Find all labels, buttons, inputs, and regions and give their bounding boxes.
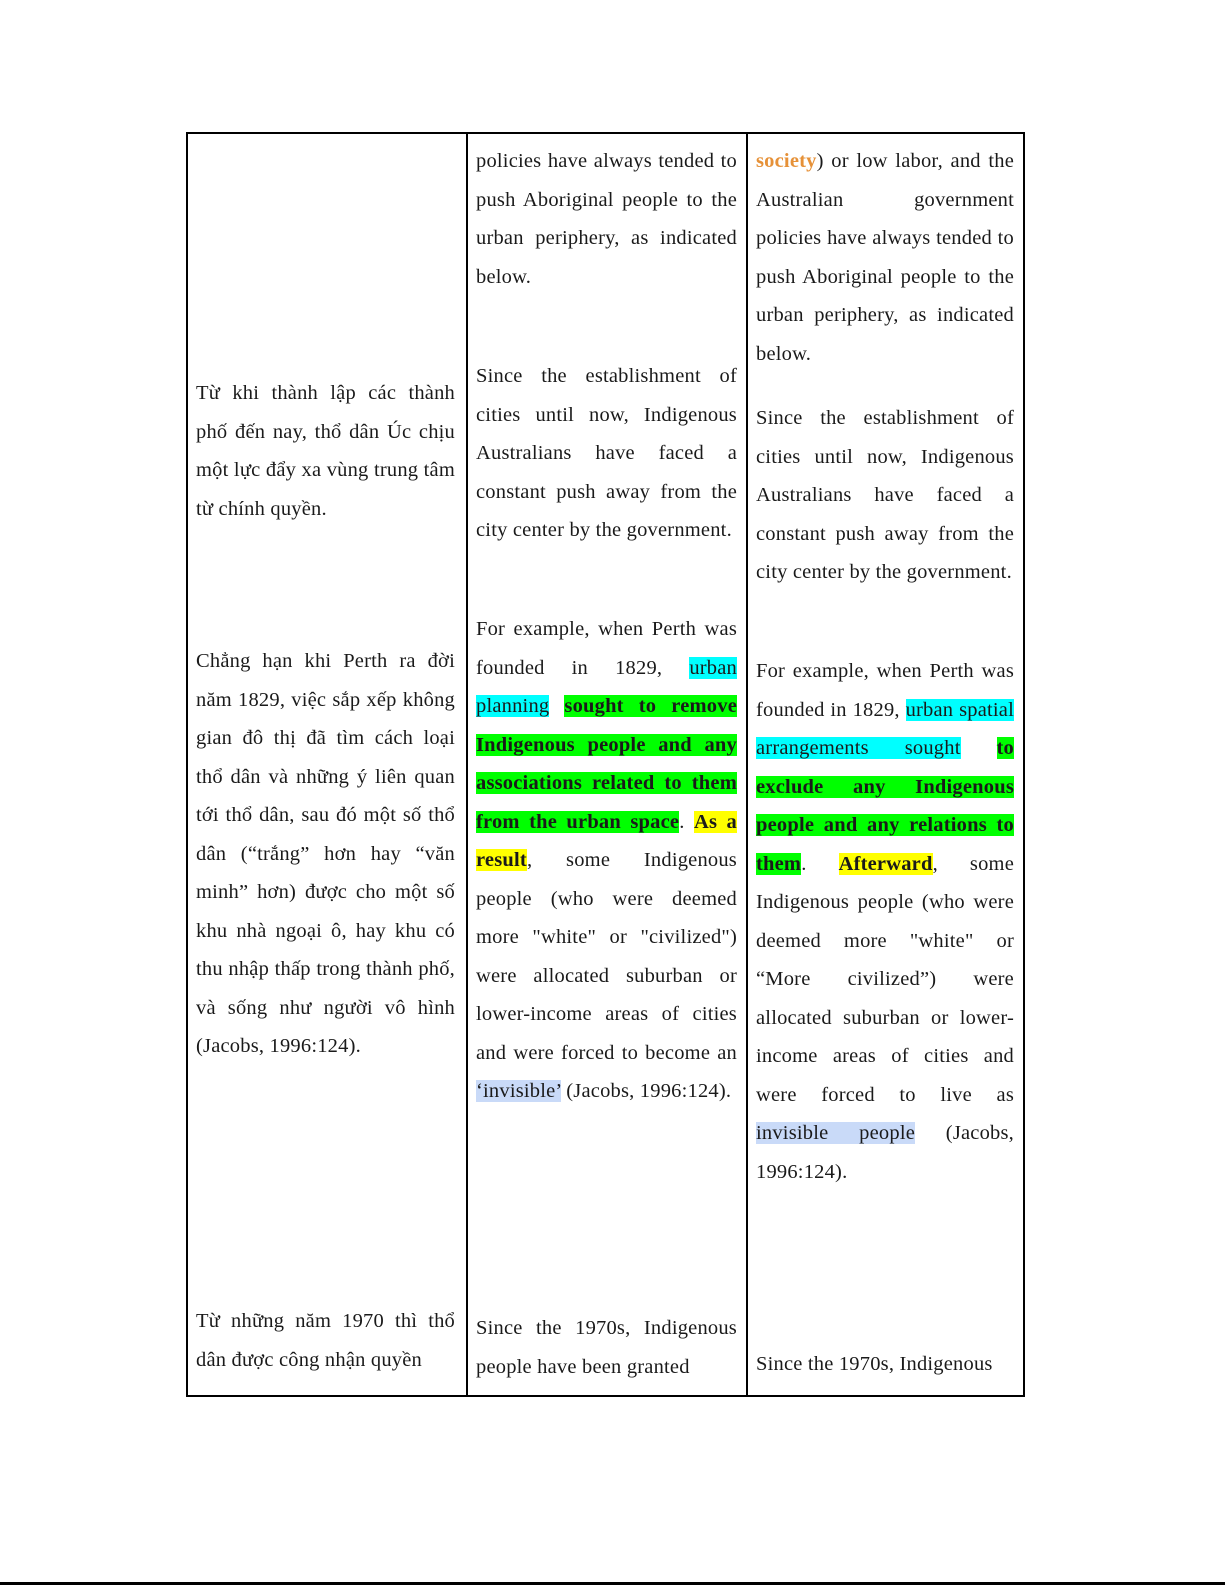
column-divider-2 (746, 134, 748, 1395)
highlight-blue: invisible people (756, 1122, 916, 1144)
draft-paragraph-1: policies have always tended to push Aboriginal people to the urban periphery, as indicated below. (476, 150, 737, 288)
vietnamese-column (196, 134, 455, 1395)
translation-table (186, 132, 1025, 1397)
highlight-yellow: As a result (476, 810, 737, 871)
revised-paragraph-2: Since the establishment of cities until now, Indigenous Australians have faced a constant push away from the city center by the government. (756, 407, 1014, 583)
vi-paragraph-3: Từ những năm 1970 thì thổ dân được công nhận quyền (196, 1310, 455, 1371)
column-divider-1 (466, 134, 468, 1395)
draft-translation-column (476, 134, 737, 1395)
revised-paragraph-4: Since the 1970s, Indigenous (756, 1353, 993, 1375)
highlight-green: to exclude any Indigenous people and any relations to them (756, 737, 1014, 875)
revised-paragraph-3: For example, when Perth was founded in 1829, urban spatial arrangements sought to exclude any Indigenous people and any relations to them. Afterward, some Indigenous people (who were deemed more "white" or “More civilized”) were allocated suburban or lower-income areas of cities and were forced to live as invisible people (Jacobs, 1996:124). (756, 660, 1014, 1183)
highlight-cyan: urban planning (476, 656, 737, 717)
highlight-orange: society (756, 150, 817, 172)
revised-paragraph-1: society) or low labor, and the Australian government policies have always tended to push Aboriginal people to the urban periphery, as indicated below. (756, 150, 1014, 365)
highlight-yellow: Afterward (838, 852, 933, 875)
highlight-green: sought to remove Indigenous people and any associations related to them from the urban space (476, 695, 737, 833)
draft-paragraph-4: Since the 1970s, Indigenous people have been granted (476, 1317, 737, 1378)
revised-translation-column (756, 134, 1014, 1395)
draft-paragraph-3: For example, when Perth was founded in 1829, urban planning sought to remove Indigenous people and any associations related to them from the urban space. As a result, some Indigenous people (who were deemed more "white" or "civilized") were allocated suburban or lower-income areas of cities and were forced to become an ‘invisible’ (Jacobs, 1996:124). (476, 618, 737, 1102)
highlight-cyan: urban spatial arrangements sought (756, 698, 1014, 759)
vi-paragraph-1: Từ khi thành lập các thành phố đến nay, thổ dân Úc chịu một lực đẩy xa vùng trung tâm từ chính quyền. (196, 382, 455, 520)
vi-paragraph-2: Chẳng hạn khi Perth ra đời năm 1829, việc sắp xếp không gian đô thị đã tìm cách loại thổ dân và những ý liên quan tới thổ dân, sau đó một số thổ dân (“trắng” hơn hay “văn minh” hơn) được cho một số khu nhà ngoại ô, hay khu có thu nhập thấp trong thành phố, và sống như người vô hình (Jacobs, 1996:124). (196, 650, 455, 1057)
highlight-blue: ‘invisible’ (476, 1080, 561, 1102)
draft-paragraph-2: Since the establishment of cities until now, Indigenous Australians have faced a constant push away from the city center by the government. (476, 365, 737, 541)
